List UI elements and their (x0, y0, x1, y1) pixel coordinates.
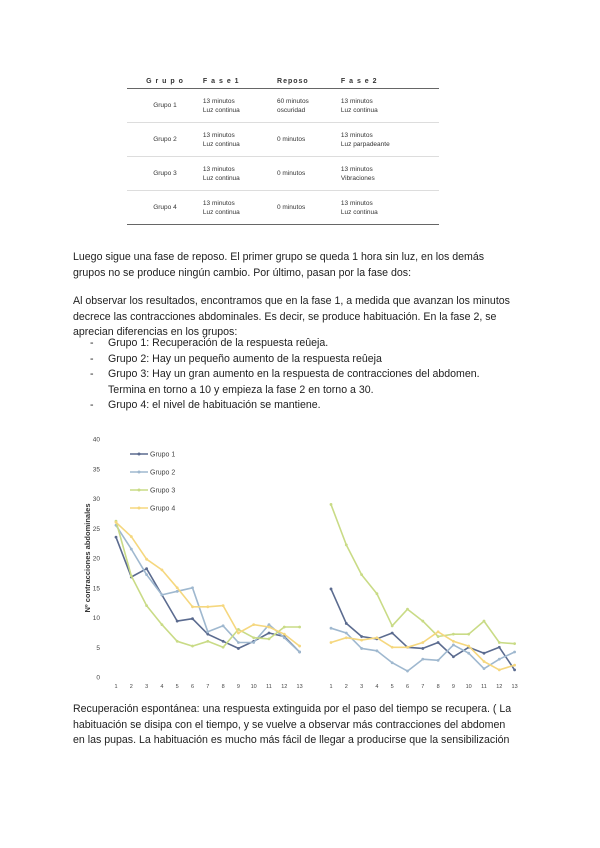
data-point (406, 608, 409, 611)
x-tick-label: 5 (390, 684, 394, 690)
legend-marker (138, 507, 141, 510)
data-point (498, 668, 501, 671)
cell-fase2: 13 minutos Luz parpadeante (341, 123, 439, 157)
data-point (330, 503, 333, 506)
data-point (467, 652, 470, 655)
y-tick-label: 15 (92, 585, 100, 593)
data-point (191, 586, 194, 589)
data-point (360, 635, 363, 638)
data-point (345, 636, 348, 639)
header-fase1: F a s e 1 (203, 76, 277, 89)
data-point (237, 641, 240, 644)
data-point (176, 590, 179, 593)
data-point (437, 659, 440, 662)
cell-reposo: 0 minutos (277, 191, 341, 225)
x-tick-label: 12 (496, 684, 503, 690)
data-point (298, 626, 301, 629)
data-point (145, 573, 148, 576)
x-tick-label: 3 (360, 684, 364, 690)
data-point (467, 645, 470, 648)
table-row (127, 157, 439, 191)
data-point (376, 592, 379, 595)
data-point (161, 593, 164, 596)
data-point (268, 638, 271, 641)
list-item: - Grupo 4: el nivel de habituación se mantiene. (90, 399, 321, 411)
data-point (513, 668, 516, 671)
data-point (360, 573, 363, 576)
x-tick-label: 13 (296, 684, 303, 690)
x-tick-label: 4 (375, 684, 379, 690)
data-point (130, 574, 133, 577)
x-tick-label: 1 (329, 684, 333, 690)
data-point (391, 624, 394, 627)
data-point (191, 645, 194, 648)
y-tick-label: 40 (92, 436, 100, 444)
data-point (161, 569, 164, 572)
data-point (161, 623, 164, 626)
legend-label: Grupo 3 (150, 487, 176, 495)
y-tick-label: 25 (92, 525, 100, 533)
data-point (437, 635, 440, 638)
list-item: - Grupo 3: Hay un gran aumento en la respuesta de contracciones del abdomen. Termina en torno a 10 y empieza la fase 2 en torno a 30. (90, 368, 480, 396)
data-point (467, 633, 470, 636)
data-point (391, 646, 394, 649)
x-tick-label: 6 (405, 684, 410, 690)
y-tick-label: 30 (92, 496, 100, 503)
x-tick-label: 6 (190, 684, 195, 690)
x-tick-label: 11 (481, 684, 487, 690)
data-point (145, 567, 148, 570)
data-point (345, 544, 348, 547)
x-tick-label: 8 (436, 684, 440, 690)
data-point (498, 658, 501, 661)
data-point (206, 605, 209, 608)
data-point (360, 647, 363, 650)
data-point (391, 661, 394, 664)
data-point (237, 632, 240, 635)
cell-fase1: 13 minutos Luz continua (203, 191, 277, 225)
y-tick-label: 20 (92, 555, 100, 563)
data-point (283, 626, 286, 629)
findings-list (90, 336, 510, 414)
data-point (222, 640, 225, 643)
data-point (360, 639, 363, 642)
series-line-3-phase2 (331, 505, 515, 644)
x-tick-label: 4 (160, 684, 164, 690)
x-tick-label: 8 (221, 684, 225, 690)
data-point (206, 630, 209, 633)
data-point (376, 636, 379, 639)
data-point (406, 670, 409, 673)
legend-marker (138, 489, 141, 492)
y-axis-label: Nº contracciones abdominales (83, 503, 92, 613)
data-point (452, 640, 455, 643)
data-point (252, 636, 255, 639)
legend-marker (138, 453, 141, 456)
data-point (330, 588, 333, 591)
data-point (283, 636, 286, 639)
x-tick-label: 1 (114, 684, 118, 690)
data-point (115, 521, 118, 524)
data-point (513, 642, 516, 645)
list-item: - Grupo 1: Recuperación de la respuesta reûeja. (90, 337, 329, 349)
data-point (452, 633, 455, 636)
paragraph-reposo: Luego sigue una fase de reposo. El primer grupo se queda 1 hora sin luz, en los demás grupos no se produce ningún cambio. Por último, pasan por la fase dos: (73, 251, 485, 279)
cell-reposo: 0 minutos (277, 157, 341, 191)
y-tick-label: 5 (96, 644, 100, 652)
legend-label: Grupo 2 (150, 469, 176, 477)
data-point (498, 646, 501, 649)
cell-grupo: Grupo 2 (127, 123, 203, 157)
data-point (498, 641, 501, 644)
x-tick-label: 3 (145, 684, 149, 690)
data-point (130, 548, 133, 551)
series-line-4-phase2 (331, 632, 515, 670)
data-point (268, 626, 271, 629)
cell-fase2: 13 minutos Luz continua (341, 191, 439, 225)
data-point (145, 558, 148, 561)
cell-grupo: Grupo 1 (127, 89, 203, 123)
x-tick-label: 12 (281, 684, 288, 690)
data-point (191, 617, 194, 620)
y-tick-label: 10 (92, 615, 100, 622)
cell-fase2: 13 minutos Vibraciones (341, 157, 439, 191)
data-point (222, 604, 225, 607)
header-reposo: Reposo (277, 76, 341, 89)
x-tick-label: 2 (129, 684, 133, 690)
groups-table (127, 76, 439, 225)
data-point (268, 632, 271, 635)
legend-label: Grupo 4 (150, 505, 176, 513)
data-point (176, 620, 179, 623)
habituation-chart (72, 430, 532, 695)
header-grupo: G r u p o (127, 76, 203, 89)
data-point (345, 622, 348, 625)
cell-fase1: 13 minutos Luz continua (203, 123, 277, 157)
data-point (513, 651, 516, 654)
cell-grupo: Grupo 4 (127, 191, 203, 225)
paragraph-resultados: Al observar los resultados, encontramos que en la fase 1, a medida que avanzan los minutos decrece las contracciones abdominales. Es decir, se produce habituación. En la fase 2, se aprecian diferencias en los grupos: (73, 295, 510, 338)
data-point (437, 630, 440, 633)
data-point (252, 623, 255, 626)
data-point (437, 641, 440, 644)
data-point (283, 633, 286, 636)
data-point (421, 658, 424, 661)
x-tick-label: 2 (344, 684, 348, 690)
data-point (345, 632, 348, 635)
data-point (483, 652, 486, 655)
x-tick-label: 9 (236, 684, 240, 690)
data-point (252, 641, 255, 644)
x-tick-label: 11 (266, 684, 272, 690)
data-point (421, 641, 424, 644)
data-point (452, 655, 455, 658)
data-point (483, 660, 486, 663)
cell-fase1: 13 minutos Luz continua (203, 157, 277, 191)
table-row (127, 89, 439, 123)
table-row (127, 191, 439, 225)
paragraph-recuperacion: Recuperación espontánea: una respuesta extinguida por el paso del tiempo se recupera. ( La habituación se disipa con el tiempo, y se vuelve a observar más contracciones del abdomen en las pupas. La habituación es mucho más fácil de llegar a producirse que la sensibilización (73, 703, 512, 746)
x-tick-label: 10 (250, 684, 257, 690)
legend-marker (138, 471, 141, 474)
data-point (421, 647, 424, 650)
x-tick-label: 9 (451, 684, 455, 690)
data-point (406, 646, 409, 649)
cell-grupo: Grupo 3 (127, 157, 203, 191)
header-fase2: F a s e 2 (341, 76, 439, 89)
data-point (513, 664, 516, 667)
x-tick-label: 7 (421, 684, 425, 690)
x-tick-label: 10 (465, 684, 472, 690)
data-point (176, 640, 179, 643)
data-point (421, 620, 424, 623)
data-point (330, 641, 333, 644)
data-point (452, 643, 455, 646)
y-tick-label: 35 (92, 466, 100, 474)
data-point (298, 645, 301, 648)
data-point (222, 646, 225, 649)
data-point (237, 647, 240, 650)
y-tick-label: 0 (96, 674, 100, 682)
data-point (191, 605, 194, 608)
x-tick-label: 5 (175, 684, 179, 690)
data-point (391, 632, 394, 635)
data-point (145, 604, 148, 607)
x-tick-label: 13 (511, 684, 518, 690)
data-point (298, 651, 301, 654)
data-point (115, 536, 118, 539)
cell-reposo: 0 minutos (277, 123, 341, 157)
data-point (130, 535, 133, 538)
data-point (483, 620, 486, 623)
cell-reposo: 60 minutos oscuridad (277, 89, 341, 123)
cell-fase1: 13 minutos Luz continua (203, 89, 277, 123)
data-point (483, 667, 486, 670)
table-row (127, 123, 439, 157)
cell-fase2: 13 minutos Luz continua (341, 89, 439, 123)
data-point (206, 640, 209, 643)
data-point (222, 624, 225, 627)
legend-label: Grupo 1 (150, 451, 176, 459)
data-point (176, 586, 179, 589)
list-item: - Grupo 2: Hay un pequeño aumento de la respuesta reûeja (90, 352, 382, 365)
x-tick-label: 7 (206, 684, 210, 690)
data-point (330, 627, 333, 630)
data-point (376, 649, 379, 652)
